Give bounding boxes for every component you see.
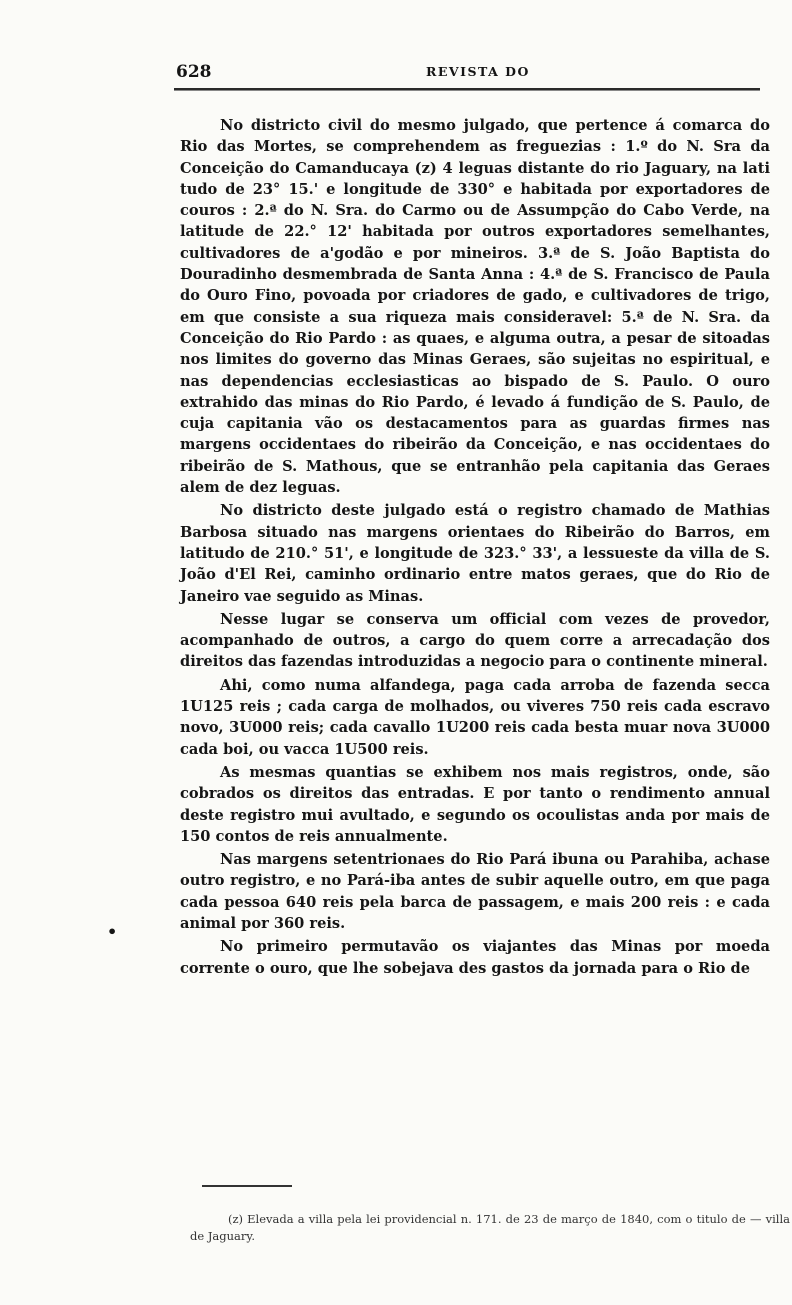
paragraph: No primeiro permutavão os viajantes das Minas por moeda corrente o ouro, que lhe sobejava des gastos da jornada para o Rio de: [180, 938, 770, 977]
body-text: [180, 115, 770, 981]
paragraph: Nesse lugar se conserva um official com vezes de provedor, acompanhado de outros, a cargo do quem corre a arrecadação dos direitos das fazendas introduzidas a negocio para o continente mineral.: [180, 610, 770, 671]
paragraph: No districto deste julgado está o registro chamado de Mathias Barbosa situado nas margens orientaes do Ribeirão do Barros, em latitudo de 210.° 51', e longitude de 323.° 33', a lessueste da villa de S. João d'El Rei, caminho ordinario entre matos geraes, que do Rio de Janeiro vae seguido as Minas.: [180, 502, 770, 605]
paragraph: Nas margens setentrionaes do Rio Pará ibuna ou Parahiba, achase outro registro, e no Pará-iba antes de subir aquelle outro, em que paga cada pessoa 640 reis pela barca de passagem, e mais 200 reis : e cada animal por 360 reis.: [180, 851, 770, 932]
page-header: [176, 62, 762, 86]
paragraph: No districto civil do mesmo julgado, que pertence á comarca do Rio das Mortes, se comprehendem as freguezias : 1.º do N. Sra da Conceição do Camanducaya (z) 4 leguas distante do rio Jaguary, na lati tudo de 23° 15.' e longitude de 330° e habitada por exportadores de couros : 2.ª do N. Sra. do Carmo ou de Assumpção do Cabo Verde, na latitude de 22.° 12' habitada por outros exportadores semelhantes, cultivadores de a'godão e por mineiros. 3.ª de S. João Baptista do Douradinho desmembrada de Santa Anna : 4.ª de S. Francisco de Paula do Ouro Fino, povoada por criadores de gado, e cultivadores de trigo, em que consiste a sua riqueza mais consideravel: 5.ª de N. Sra. da Conceição do Rio Pardo : as quaes, e alguma outra, a pesar de sitoadas nos limites do governo das Minas Geraes, são sujeitas no espiritual, e nas dependencias ecclesiasticas ao bispado de S. Paulo. O ouro extrahido das minas do Rio Pardo, é levado á fundição de S. Paulo, de cuja capitania vão os destacamentos para as guardas firmes nas margens occidentaes do ribeirão da Conceição, e nas occidentaes do ribeirão de S. Mathous, que se entranhão pela capitania das Geraes alem de dez leguas.: [180, 117, 770, 497]
header-rule: [174, 88, 760, 90]
footnote-text: (z) Elevada a villa pela lei providencial n. 171. de 23 de março de 1840, com o titulo de — villa de Jaguary.: [190, 1212, 790, 1243]
margin-mark: •: [107, 922, 118, 941]
running-title: REVISTA DO: [426, 64, 530, 79]
page-number: 628: [176, 62, 212, 82]
paragraph: Ahi, como numa alfandega, paga cada arroba de fazenda secca 1U125 reis ; cada carga de molhados, ou viveres 750 reis cada escravo novo, 3U000 reis; cada cavallo 1U200 reis cada besta muar nova 3U000 cada boi, ou vacca 1U500 reis.: [180, 676, 770, 758]
paragraph: As mesmas quantias se exhibem nos mais registros, onde, são cobrados os direitos das entradas. E por tanto o rendimento annual deste registro mui avultado, e segundo os ocoulistas anda por mais de 150 contos de reis annualmente.: [180, 763, 770, 845]
footnote-rule: [202, 1185, 292, 1187]
footnote: [190, 1211, 790, 1245]
